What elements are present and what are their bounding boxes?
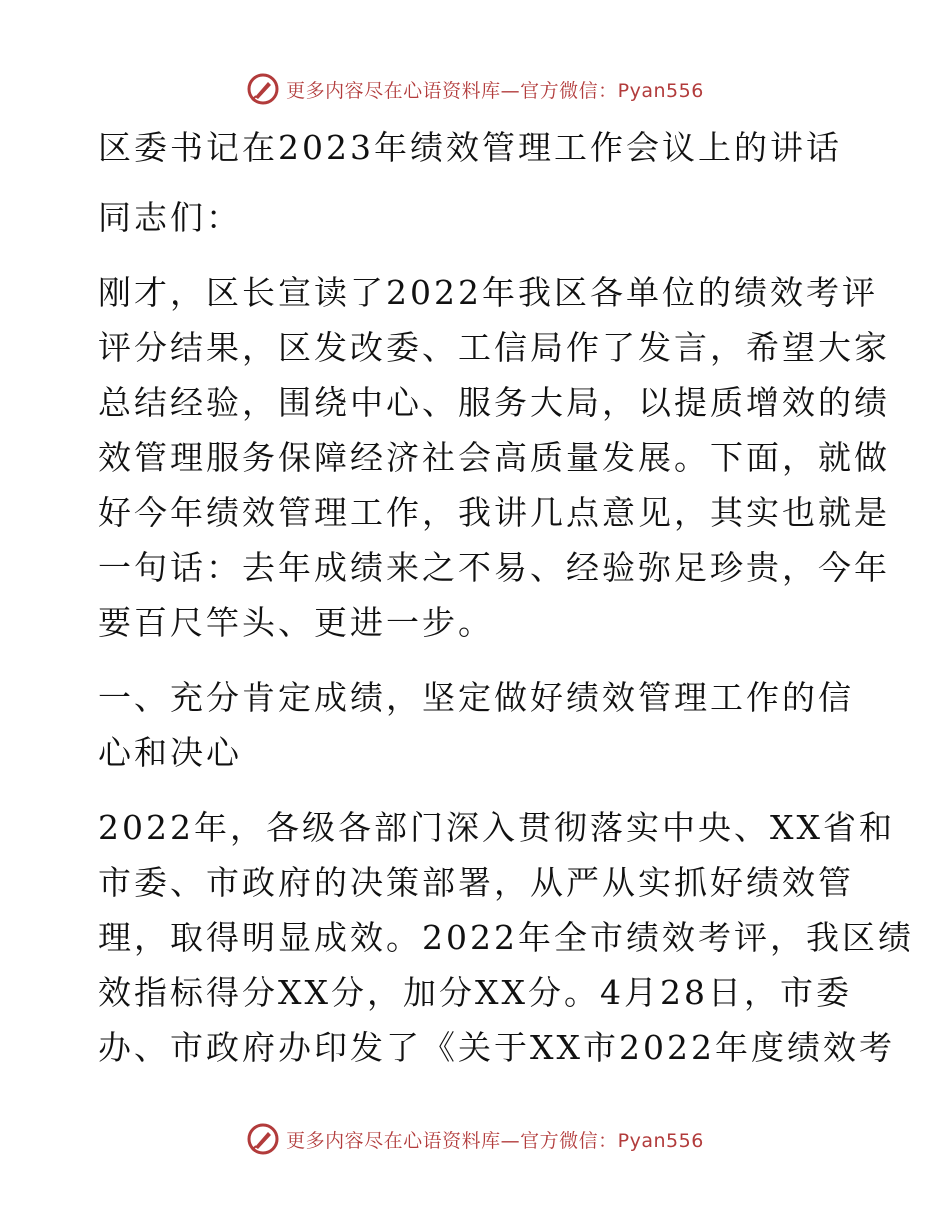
paragraph-line: 2022年，各级各部门深入贯彻落实中央、XX省和: [98, 808, 895, 847]
paragraph-line: 好今年绩效管理工作，我讲几点意见，其实也就是: [98, 493, 890, 532]
paragraph-line: 效管理服务保障经济社会高质量发展。下面，就做: [98, 438, 890, 477]
quill-emblem-icon: [246, 72, 280, 106]
paragraph-line: 一句话：去年成绩来之不易、经验弥足珍贵，今年: [98, 548, 890, 587]
paragraph-line: 评分结果，区发改委、工信局作了发言，希望大家: [98, 328, 890, 367]
paragraph-1: [98, 265, 890, 650]
watermark-banner-bottom: [0, 1122, 950, 1156]
watermark-banner-top: [0, 72, 950, 106]
quill-emblem-icon: [246, 1122, 280, 1156]
paragraph-line: 效指标得分XX分，加分XX分。4月28日，市委: [98, 973, 852, 1012]
paragraph-line: 市委、市政府的决策部署，从严从实抓好绩效管: [98, 863, 854, 902]
paragraph-line: 刚才，区长宣读了2022年我区各单位的绩效考评: [98, 273, 878, 312]
section-heading-line: 心和决心: [98, 733, 242, 772]
section-heading-line: 一、充分肯定成绩，坚定做好绩效管理工作的信: [98, 678, 854, 717]
paragraph-2: [98, 800, 914, 1075]
watermark-text: 更多内容尽在心语资料库—官方微信：Pyan556: [286, 79, 704, 102]
document-title: 区委书记在2023年绩效管理工作会议上的讲话: [98, 128, 842, 167]
section-heading-1: [98, 670, 858, 780]
paragraph-line: 理，取得明显成效。2022年全市绩效考评，我区绩: [98, 918, 914, 957]
paragraph-line: 总结经验，围绕中心、服务大局，以提质增效的绩: [98, 383, 890, 422]
watermark-text: 更多内容尽在心语资料库—官方微信：Pyan556: [286, 1129, 704, 1152]
document-body: [98, 120, 914, 1075]
paragraph-line: 办、市政府办印发了《关于XX市2022年度绩效考: [98, 1028, 895, 1067]
salutation: 同志们：: [98, 198, 242, 237]
paragraph-line: 要百尺竿头、更进一步。: [98, 603, 494, 642]
